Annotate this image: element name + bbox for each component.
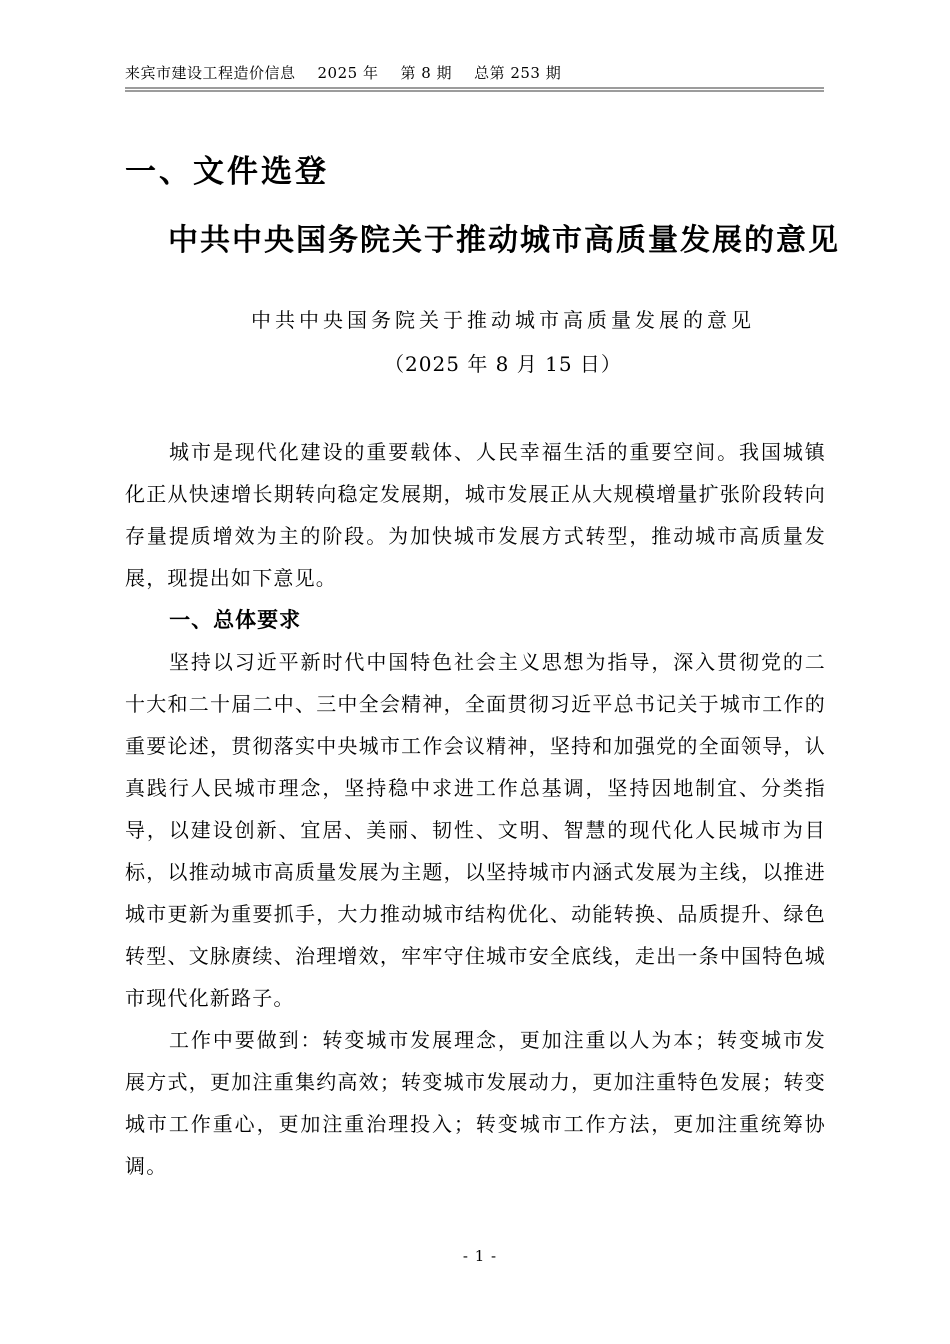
document-body (125, 431, 826, 1187)
page-header (125, 63, 824, 92)
journal-name: 来宾市建设工程造价信息 (125, 64, 296, 82)
page-number: - 1 - (462, 1247, 498, 1265)
journal-issue: 第 8 期 (400, 64, 453, 82)
journal-year: 2025 年 (317, 64, 379, 82)
document-title: 中共中央国务院关于推动城市高质量发展的意见 (168, 223, 840, 258)
heading-overall-requirements: 一、总体要求 (169, 608, 302, 632)
journal-total-issue: 总第 253 期 (474, 64, 562, 82)
document-date: （2025 年 8 月 15 日） (384, 352, 622, 376)
title-block (125, 308, 881, 376)
document-subtitle: 中共中央国务院关于推动城市高质量发展的意见 (251, 308, 755, 332)
paragraph-guiding-principles: 坚持以习近平新时代中国特色社会主义思想为指导，深入贯彻党的二十大和二十届二中、三中全会精神，全面贯彻习近平总书记关于城市工作的重要论述，贯彻落实中央城市工作会议精神，坚持和加强党的全面领导，认真践行人民城市理念，坚持稳中求进工作总基调，坚持因地制宜、分类指导，以建设创新、宜居、美丽、韧性、文明、智慧的现代化人民城市为目标，以推动城市高质量发展为主题，以坚持城市内涵式发展为主线，以推进城市更新为重要抓手，大力推动城市结构优化、动能转换、品质提升、绿色转型、文脉赓续、治理增效，牢牢守住城市安全底线，走出一条中国特色城市现代化新路子。 (125, 650, 826, 1010)
section-title: 一、文件选登 (125, 154, 329, 190)
paragraph-intro: 城市是现代化建设的重要载体、人民幸福生活的重要空间。我国城镇化正从快速增长期转向稳定发展期，城市发展正从大规模增量扩张阶段转向存量提质增效为主的阶段。为加快城市发展方式转型，推动城市高质量发展，现提出如下意见。 (125, 440, 826, 590)
paragraph-work-requirements: 工作中要做到：转变城市发展理念，更加注重以人为本；转变城市发展方式，更加注重集约高效；转变城市发展动力，更加注重特色发展；转变城市工作重心，更加注重治理投入；转变城市工作方法，更加注重统筹协调。 (125, 1028, 826, 1178)
page-footer (125, 1246, 835, 1266)
